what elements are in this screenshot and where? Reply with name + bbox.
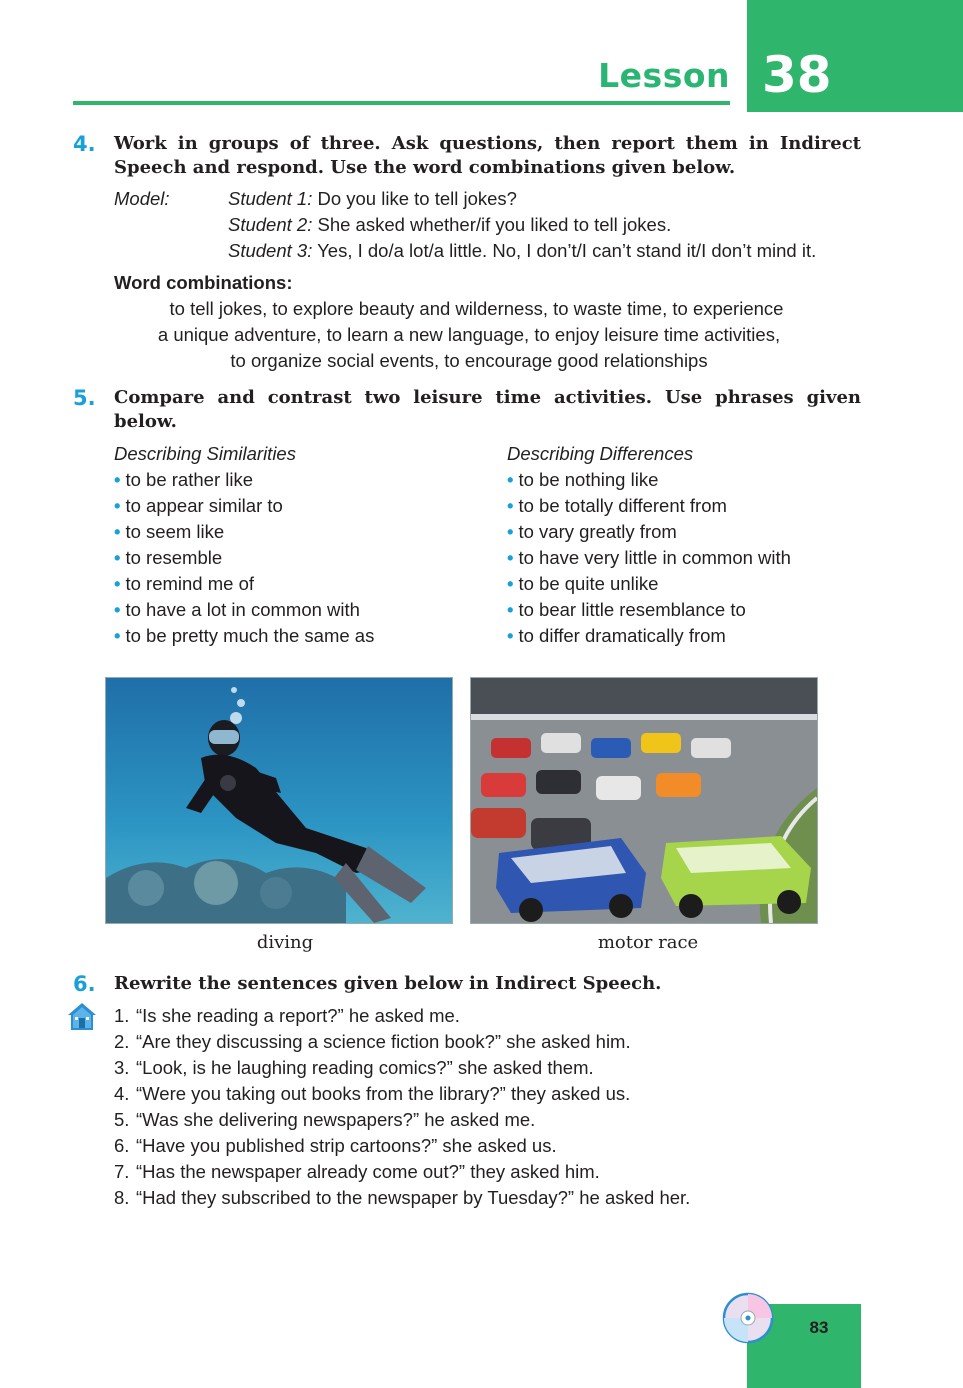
lesson-number: 38 xyxy=(762,46,832,104)
list-item xyxy=(507,545,791,571)
phrase: to have very little in common with xyxy=(518,547,791,568)
exercise-5-number: 5. xyxy=(73,386,96,410)
phrase: to appear similar to xyxy=(125,495,283,516)
word-combinations-line-1: to tell jokes, to explore beauty and wilderness, to waste time, to experience xyxy=(169,298,784,319)
header-rule xyxy=(73,101,730,105)
item-text: “Is she reading a report?” he asked me. xyxy=(136,1005,460,1026)
model-line-2 xyxy=(228,212,671,238)
model-line-1 xyxy=(228,186,517,212)
exercise-5-instruction: Compare and contrast two leisure time activities. Use phrases given below. xyxy=(114,387,861,432)
list-item xyxy=(507,519,791,545)
item-number: 8. xyxy=(114,1187,130,1208)
diving-photo xyxy=(105,677,453,924)
list-item xyxy=(114,1081,690,1107)
phrase: to be rather like xyxy=(125,469,253,490)
diving-caption: diving xyxy=(256,932,314,953)
model-speaker: Student 2: xyxy=(228,214,313,235)
similarities-list xyxy=(114,467,374,649)
item-number: 7. xyxy=(114,1161,130,1182)
exercise-6-list xyxy=(114,1003,690,1211)
exercise-6-instruction: Rewrite the sentences given below in Indirect Speech. xyxy=(114,973,662,994)
list-item xyxy=(114,1055,690,1081)
list-item xyxy=(114,1133,690,1159)
item-text: “Have you published strip cartoons?” she asked us. xyxy=(136,1135,557,1156)
model-label: Model: xyxy=(114,188,170,209)
list-item xyxy=(114,597,374,623)
bullet-icon: • xyxy=(114,495,121,516)
item-number: 3. xyxy=(114,1057,130,1078)
phrase: to have a lot in common with xyxy=(125,599,360,620)
differences-title: Describing Differences xyxy=(507,443,694,464)
motor-race-caption: motor race xyxy=(597,932,699,953)
similarities-title: Describing Similarities xyxy=(114,443,296,464)
phrase: to be nothing like xyxy=(518,469,659,490)
bullet-icon: • xyxy=(114,469,121,490)
word-combinations-line-2: a unique adventure, to learn a new language, to enjoy leisure time activities, xyxy=(157,324,781,345)
model-speaker: Student 1: xyxy=(228,188,313,209)
list-item xyxy=(507,623,791,649)
model-speaker: Student 3: xyxy=(228,240,313,261)
lesson-label: Lesson xyxy=(598,56,730,95)
motor-race-photo xyxy=(470,677,818,924)
bullet-icon: • xyxy=(114,521,121,542)
bullet-icon: • xyxy=(507,625,514,646)
item-text: “Are they discussing a science fiction book?” she asked him. xyxy=(136,1031,631,1052)
phrase: to be totally different from xyxy=(518,495,727,516)
phrase: to resemble xyxy=(125,547,223,568)
model-text: She asked whether/if you liked to tell jokes. xyxy=(317,214,672,235)
list-item xyxy=(114,493,374,519)
bullet-icon: • xyxy=(507,521,514,542)
model-line-3 xyxy=(228,238,816,264)
item-number: 2. xyxy=(114,1031,130,1052)
item-text: “Were you taking out books from the library?” they asked us. xyxy=(136,1083,631,1104)
item-number: 5. xyxy=(114,1109,130,1130)
home-icon xyxy=(66,1000,98,1037)
list-item xyxy=(114,1185,690,1211)
model-text: Yes, I do/a lot/a little. No, I don’t/I can’t stand it/I don’t mind it. xyxy=(317,240,817,261)
phrase: to be pretty much the same as xyxy=(125,625,375,646)
list-item xyxy=(114,571,374,597)
list-item xyxy=(114,623,374,649)
list-item xyxy=(507,467,791,493)
list-item xyxy=(114,1107,690,1133)
exercise-4-instruction: Work in groups of three. Ask questions, then report them in Indirect Speech and respond. Use the word combinations given below. xyxy=(114,133,861,178)
item-text: “Was she delivering newspapers?” he asked me. xyxy=(136,1109,536,1130)
phrase: to vary greatly from xyxy=(518,521,677,542)
item-number: 6. xyxy=(114,1135,130,1156)
list-item xyxy=(114,1003,690,1029)
list-item xyxy=(507,493,791,519)
bullet-icon: • xyxy=(114,573,121,594)
phrase: to remind me of xyxy=(125,573,255,594)
list-item xyxy=(114,519,374,545)
item-text: “Look, is he laughing reading comics?” she asked them. xyxy=(136,1057,594,1078)
list-item xyxy=(507,597,791,623)
word-combinations-line-3: to organize social events, to encourage good relationships xyxy=(230,350,708,371)
exercise-6-number: 6. xyxy=(73,972,96,996)
phrase: to differ dramatically from xyxy=(518,625,726,646)
bullet-icon: • xyxy=(114,599,121,620)
bullet-icon: • xyxy=(507,495,514,516)
list-item xyxy=(114,1029,690,1055)
phrase: to bear little resemblance to xyxy=(518,599,746,620)
item-number: 1. xyxy=(114,1005,130,1026)
bullet-icon: • xyxy=(507,547,514,568)
phrase: to seem like xyxy=(125,521,225,542)
list-item xyxy=(114,467,374,493)
exercise-4-number: 4. xyxy=(73,132,96,156)
list-item xyxy=(114,545,374,571)
bullet-icon: • xyxy=(114,625,121,646)
item-text: “Has the newspaper already come out?” they asked him. xyxy=(136,1161,600,1182)
item-number: 4. xyxy=(114,1083,130,1104)
model-text: Do you like to tell jokes? xyxy=(317,188,517,209)
word-combinations-label: Word combinations: xyxy=(114,272,293,293)
list-item xyxy=(507,571,791,597)
phrase: to be quite unlike xyxy=(518,573,659,594)
item-text: “Had they subscribed to the newspaper by Tuesday?” he asked her. xyxy=(136,1187,691,1208)
bullet-icon: • xyxy=(114,547,121,568)
bullet-icon: • xyxy=(507,599,514,620)
bullet-icon: • xyxy=(507,573,514,594)
page-number: 83 xyxy=(809,1318,829,1337)
differences-list xyxy=(507,467,791,649)
list-item xyxy=(114,1159,690,1185)
bullet-icon: • xyxy=(507,469,514,490)
